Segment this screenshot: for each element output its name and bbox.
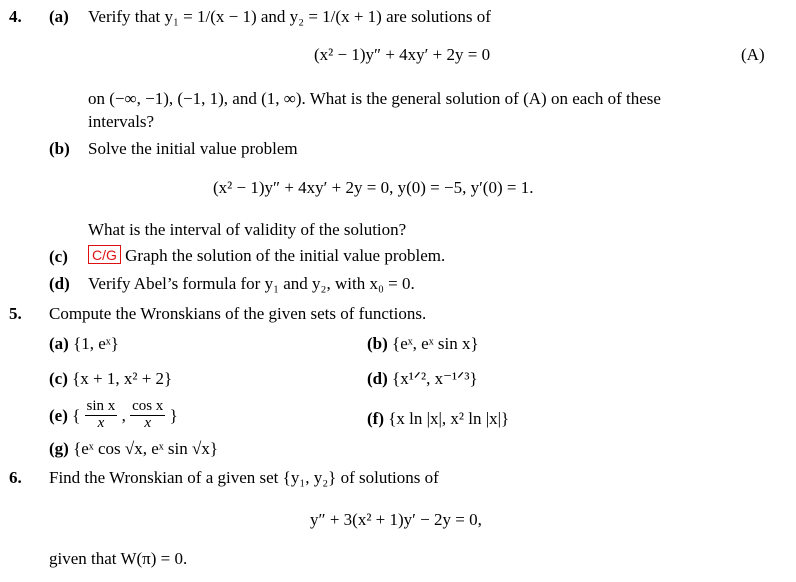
part-4b-text: Solve the initial value problem xyxy=(88,139,298,158)
part-5c-label: (c) xyxy=(49,369,68,388)
problem-4-number: 4. xyxy=(9,7,22,26)
part-5g xyxy=(49,440,218,457)
part-5e-open-brace: { xyxy=(72,405,81,425)
part-5e-fraction-2 xyxy=(130,399,165,432)
problem-6-number: 6. xyxy=(9,468,22,487)
cg-tag: C/G xyxy=(88,245,121,264)
problem-5-number: 5. xyxy=(9,304,22,323)
part-4b-followup: What is the interval of validity of the solution? xyxy=(88,220,407,239)
part-5g-expr: {eˣ cos √x, eˣ sin √x} xyxy=(73,439,218,458)
equation-A: (x² − 1)y″ + 4xy′ + 2y = 0 xyxy=(314,45,491,64)
part-5e-close-brace: } xyxy=(169,405,178,425)
part-5c xyxy=(49,370,172,387)
part-4a-label: (a) xyxy=(49,7,69,26)
part-5d-expr: {x¹ᐟ², x⁻¹ᐟ³} xyxy=(392,369,478,388)
equation-A-tag: (A) xyxy=(741,45,765,64)
part-5a-label: (a) xyxy=(49,334,69,353)
ivp-equation: (x² − 1)y″ + 4xy′ + 2y = 0, y(0) = −5, y′(0) = 1. xyxy=(213,178,534,197)
fraction-2-denominator: x xyxy=(144,414,152,431)
problem-5-text: Compute the Wronskians of the given sets of functions. xyxy=(49,304,427,323)
part-4d-label: (d) xyxy=(49,274,70,293)
part-5e-fraction-1 xyxy=(85,399,118,432)
part-5b-label: (b) xyxy=(367,334,388,353)
part-5c-expr: {x + 1, x² + 2} xyxy=(72,369,173,388)
problem-6-followup: given that W(π) = 0. xyxy=(49,549,188,568)
part-4c-label: (c) xyxy=(49,247,68,266)
part-5e-label: (e) xyxy=(49,405,68,425)
part-4a-continuation-2: intervals? xyxy=(88,112,155,131)
part-4b-label: (b) xyxy=(49,139,70,158)
part-5a-expr: {1, eˣ} xyxy=(73,334,119,353)
part-5e-separator: , xyxy=(121,405,126,425)
part-5d-label: (d) xyxy=(367,369,388,388)
part-4a-continuation-1: on (−∞, −1), (−1, 1), and (1, ∞). What is the general solution of (A) on each of these xyxy=(88,89,661,108)
part-5g-label: (g) xyxy=(49,439,69,458)
fraction-1-denominator: x xyxy=(97,414,105,431)
part-4c-line xyxy=(88,246,445,265)
part-4d-text: Verify Abel’s formula for y₁ and y₂, with x₀ = 0. xyxy=(88,274,415,293)
problem-6-equation: y″ + 3(x² + 1)y′ − 2y = 0, xyxy=(310,510,482,529)
part-4a-text: Verify that y₁ = 1/(x − 1) and y₂ = 1/(x + 1) are solutions of xyxy=(88,7,491,26)
part-5f xyxy=(367,410,509,427)
fraction-1-numerator: sin x xyxy=(86,398,116,414)
part-5e xyxy=(49,399,178,432)
fraction-2-numerator: cos x xyxy=(132,398,164,414)
part-5b xyxy=(367,335,479,352)
part-4c-text: Graph the solution of the initial value problem. xyxy=(125,246,446,265)
part-5f-expr: {x ln |x|, x² ln |x|} xyxy=(388,409,510,428)
part-5a xyxy=(49,335,119,352)
part-5b-expr: {eˣ, eˣ sin x} xyxy=(392,334,479,353)
problem-6-text: Find the Wronskian of a given set {y₁, y₂} of solutions of xyxy=(49,468,439,487)
part-5d xyxy=(367,370,478,387)
part-5f-label: (f) xyxy=(367,409,384,428)
